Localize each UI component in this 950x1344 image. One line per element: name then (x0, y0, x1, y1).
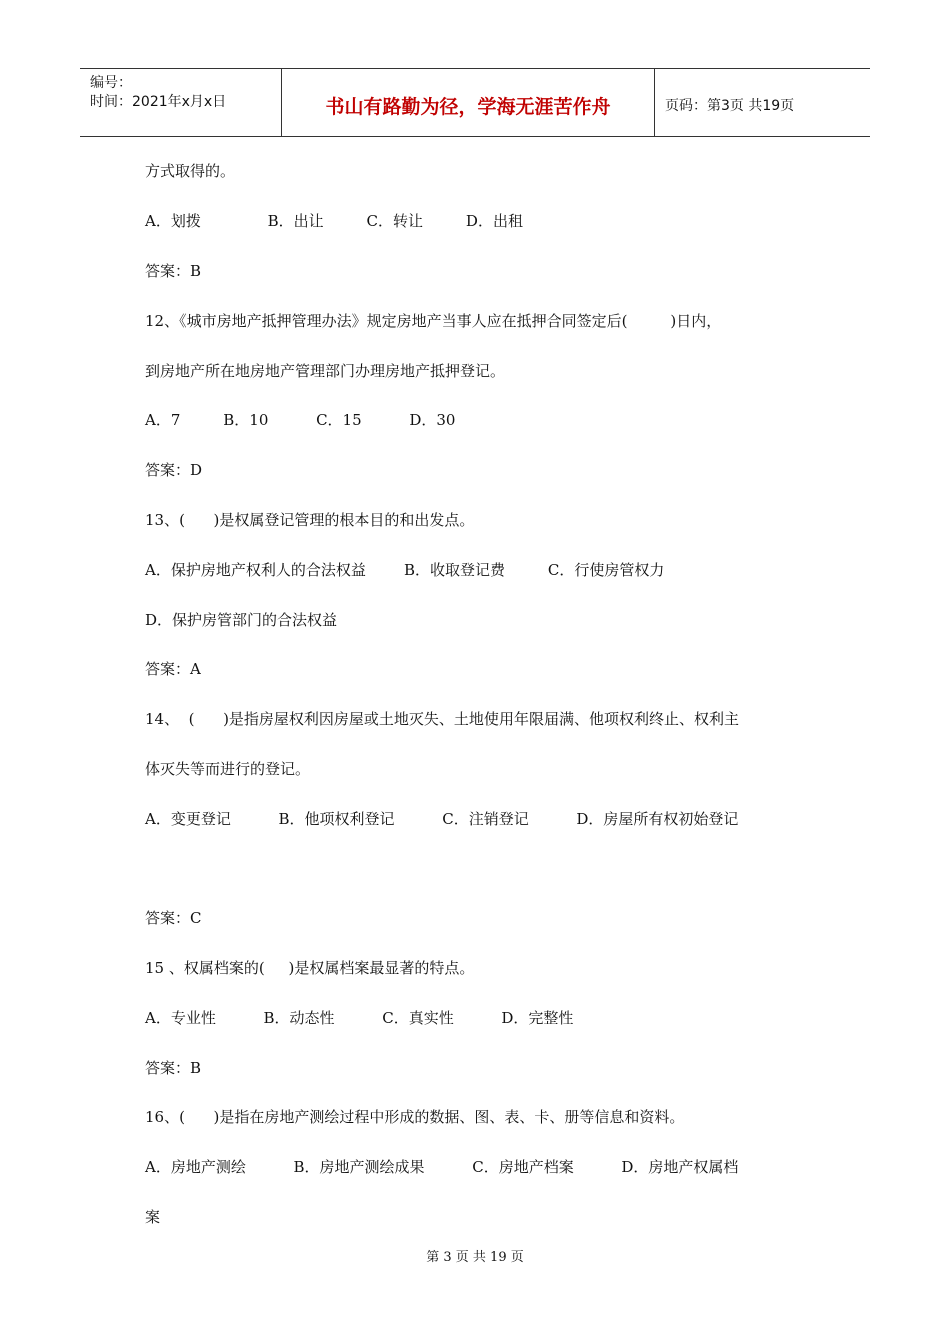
document-code-label: 编号： (90, 75, 132, 91)
page-footer: 第 3 页 共 19 页 (426, 1250, 524, 1265)
option-line: A．变更登记 B．他项权利登记 C．注销登记 D．房屋所有权初始登记 (145, 810, 739, 828)
option-line: A．7 B．10 C．15 D．30 (145, 411, 456, 429)
option-line: D．保护房管部门的合法权益 (145, 611, 338, 629)
question-line: 14、 ( )是指房屋权利因房屋或土地灭失、土地使用年限届满、他项权利终止、权利主 (145, 710, 739, 728)
header-left-cell (80, 69, 282, 136)
option-line: A．房地产测绘 B．房地产测绘成果 C．房地产档案 D．房地产权属档 (145, 1158, 739, 1176)
question-line: 15 、权属档案的( )是权属档案最显著的特点。 (145, 959, 475, 977)
option-line: A．保护房地产权利人的合法权益 B．收取登记费 C．行使房管权力 (145, 561, 665, 579)
document-date-label: 时间：2021年x月x日 (90, 94, 227, 110)
answer-line: 答案：B (145, 262, 202, 280)
answer-line: 答案：D (145, 461, 203, 479)
option-line: 案 (145, 1208, 161, 1226)
header-motto: 书山有路勤为径，学海无涯苦作舟 (325, 96, 611, 118)
answer-line: 答案：B (145, 1059, 202, 1077)
answer-line: 答案：C (145, 909, 202, 927)
document-header (80, 68, 870, 137)
question-line: 体灭失等而进行的登记。 (145, 760, 311, 778)
question-line: 到房地产所在地房地产管理部门办理房地产抵押登记。 (145, 362, 506, 380)
header-page-label: 页码：第3页 共19页 (665, 97, 795, 114)
question-line: 12、《城市房地产抵押管理办法》规定房地产当事人应在抵押合同签定后( )日内， (145, 312, 722, 330)
question-line: 16、( )是指在房地产测绘过程中形成的数据、图、表、卡、册等信息和资料。 (145, 1108, 685, 1126)
header-right-cell (655, 69, 870, 136)
text-line: 方式取得的。 (145, 162, 236, 180)
option-line: A．划拨 B．出让 C．转让 D．出租 (145, 212, 523, 230)
header-middle-cell (282, 69, 655, 136)
answer-line: 答案：A (145, 660, 201, 678)
option-line: A．专业性 B．动态性 C．真实性 D．完整性 (145, 1009, 574, 1027)
question-line: 13、( )是权属登记管理的根本目的和出发点。 (145, 511, 475, 529)
